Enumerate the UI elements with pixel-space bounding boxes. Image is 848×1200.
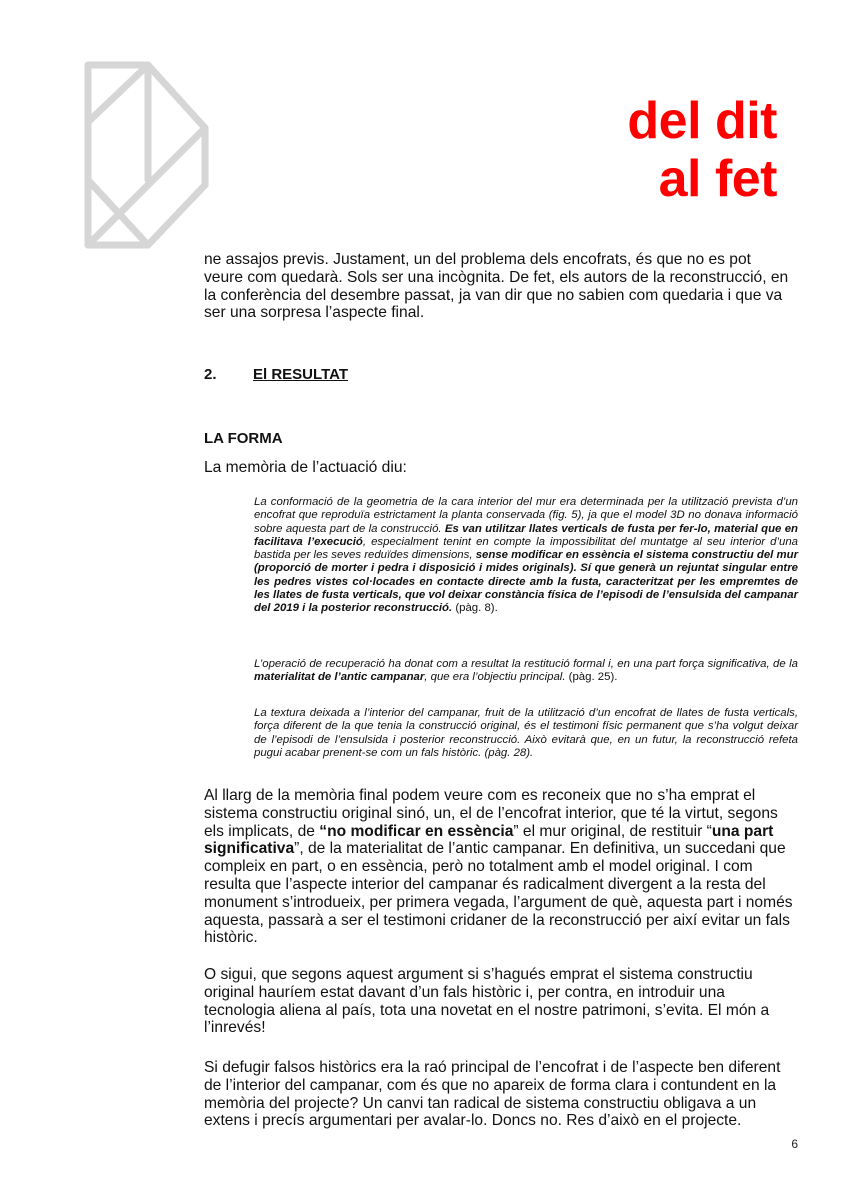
text-run: Al llarg de la memòria final podem veure com es reconeix que no s’ha emprat el sistema constructiu original sinó, un, el de l’encofrat interior, que té la virtut, segons els implicats, de	[204, 787, 778, 840]
text-run: , que era l’objectiu principal.	[424, 671, 566, 684]
subsection-heading: LA FORMA	[204, 430, 283, 447]
bold-text-run: “no modificar en essència	[319, 822, 514, 840]
bold-text-run: Es van utilitzar llates verticals de fusta per fer-lo, material que en facilitava l’execució	[254, 522, 798, 548]
text-run: O sigui, que segons aquest argument si s’hagués emprat el sistema constructiu original hauríem estat davant d’un fals històric i, per contra, en introduir una tecnologia aliena al país, tota una novetat en el nostre patrimoni, s’evita. El món a l’inrevés!	[204, 966, 770, 1037]
text-run: ”, de la materialitat de l’antic campanar. En definitiva, un succedani que compleix en part, o en essència, però no totalment amb el model original. I com resulta que l’aspecte interior del campanar és radicalment divergent a la resta del monument s’introdueix, per primera vegada, l’argument de què, aquesta part i només aquesta, passarà a ser el testimoni cridaner de la reconstrucció per així evitar un fals històric.	[204, 840, 793, 947]
body-paragraph	[204, 787, 794, 947]
brand-line-1: del dit	[627, 92, 777, 150]
section-title: El RESULTAT	[253, 366, 348, 383]
citation: (pàg. 25).	[568, 671, 618, 684]
block-quote	[254, 658, 798, 685]
text-run: Si defugir falsos històrics era la raó principal de l’encofrat i de l’aspecte ben diferent de l’interior del campanar, com és que no apareix de forma clara i contundent en la memòria del projecte? Un canvi tan radical de sistema constructiu obligava a un extens i precís argumentari per avalar-lo. Doncs no. Res d’això en el projecte.	[204, 1059, 781, 1130]
citation: (pàg. 8).	[455, 602, 498, 615]
section-number: 2.	[204, 366, 217, 383]
section-heading	[204, 366, 348, 383]
lead-text: La memòria de l’actuació diu:	[204, 459, 407, 476]
text-run: La textura deixada a l’interior del campanar, fruit de la utilització d’un encofrat de llates de fusta verticals, força diferent de la que tenia la construcció original, és el testimoni físic permanent que s’ha volgut deixar de l’episodi de l’ensulsida i posterior reconstrucció. Això evitarà que, en un futur, la reconstrucció refeta pugui acabar prenent-se com un fals històric. (pàg. 28).	[254, 707, 798, 759]
logo-diagonal-top	[88, 65, 148, 122]
page-number: 6	[791, 1137, 798, 1151]
body-paragraph	[204, 966, 794, 1037]
intro-paragraph-text: ne assajos previs. Justament, un del problema dels encofrats, és que no es pot veure com quedarà. Sols ser una incògnita. De fet, els autors de la reconstrucció, en la conferència del desembre passat, ja van dir que no sabien com quedaria i que va ser una sorpresa l’aspecte final.	[204, 251, 789, 322]
block-quote	[254, 707, 798, 760]
text-run: , especialment tenint en compte la impossibilitat del muntatge al seu interior d’una bastida per les seves reduïdes dimensions,	[254, 535, 798, 562]
bold-text-run: una part significativa	[204, 822, 774, 858]
intro-paragraph	[204, 251, 794, 322]
brand-line-2: al fet	[658, 150, 777, 208]
body-paragraph	[204, 1059, 794, 1130]
brand-title	[627, 92, 777, 208]
logo-icon	[80, 58, 212, 252]
text-run: L’operació de recuperació ha donat com a resultat la restitució formal i, en una part força significativa, de la	[254, 658, 798, 670]
bold-text-run: materialitat de l’antic campanar	[254, 671, 425, 684]
bold-text-run: sense modificar en essència el sistema constructiu del mur (proporció de morter i pedra i disposició i mides originals). Sí que generà un rejuntat singular entre les pedres vistes col·locades en contacte directe amb la fusta, caracteritzat per les empremtes de les llates de fusta verticals, que vol deixar constància física de l’episodi de l’ensulsida del campanar del 2019 i la posterior reconstrucció.	[254, 549, 799, 615]
text-run: La conformació de la geometria de la cara interior del mur era determinada per la utilització prevista d’un encofrat que reproduïa estrictament la planta conservada (fig. 5), ja que el model 3D no donava informació sobre aquesta part de la construcció.	[254, 496, 798, 535]
block-quote	[254, 496, 798, 616]
text-run: ” el mur original, de restituir “	[513, 822, 712, 840]
